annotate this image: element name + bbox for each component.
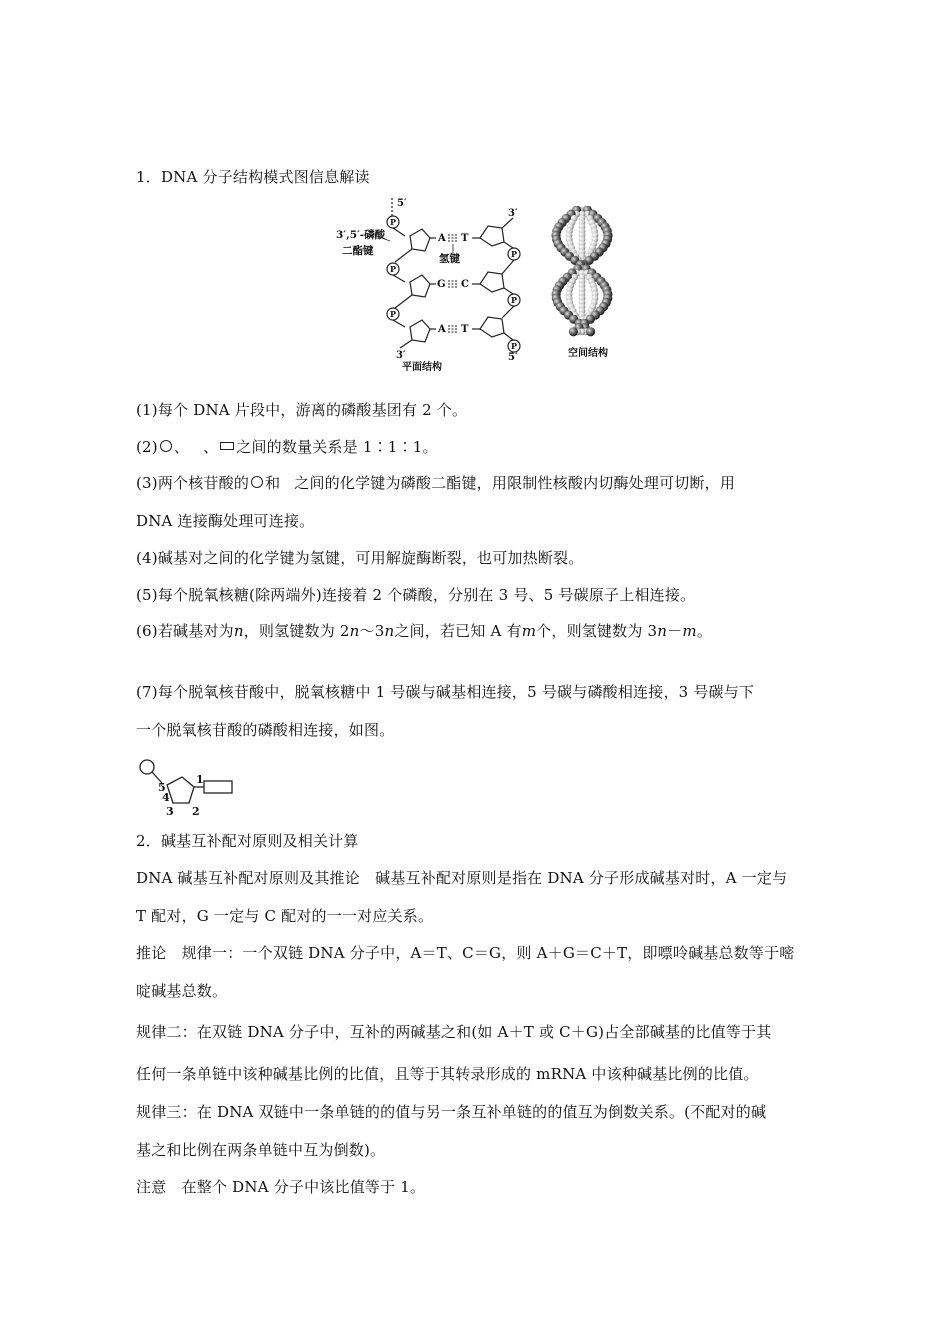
five-prime-bottom-label: 5′: [508, 352, 518, 363]
base-c-label: C: [461, 279, 469, 290]
helix-backbone-ball: [569, 327, 578, 336]
point-2: (2) 、 、 之间的数量关系是 1∶1∶1。: [136, 438, 438, 456]
hydrogen-bond-label: 氢键: [439, 253, 460, 265]
dna-helix-space-structure-figure: [544, 206, 622, 366]
deoxyribose-icon: [167, 777, 194, 803]
svg-text:P: P: [510, 295, 518, 305]
section2-line5: 规律二：在双链 DNA 分子中，互补的两碱基之和(如 A＋T 或 C＋G)占全部碱基的比值等于其: [136, 1023, 772, 1041]
section2-line6: 任何一条单链中该种碱基比例的比值，且等于其转录形成的 mRNA 中该种碱基比例的比值。: [136, 1065, 759, 1083]
svg-text:1: 1: [196, 773, 204, 786]
base-t-label: T: [461, 233, 469, 244]
section1-title: 1．DNA 分子结构模式图信息解读: [136, 168, 370, 186]
svg-text:P: P: [510, 249, 518, 259]
section2-line9: 注意 在整个 DNA 分子中该比值等于 1。: [136, 1178, 426, 1196]
deoxyribose-icon: [410, 229, 430, 251]
five-prime-top-label: 5′: [397, 198, 407, 209]
svg-text:P: P: [510, 341, 518, 351]
three-prime-bottom-label: 3′: [396, 350, 406, 361]
svg-text:3: 3: [166, 805, 174, 817]
base-rect-icon: [204, 781, 232, 793]
section2-line2: T 配对，G 一定与 C 配对的一一对应关系。: [136, 907, 434, 925]
section2-line4: 啶碱基总数。: [136, 982, 228, 1000]
section2-title: 2．碱基互补配对原则及相关计算: [136, 832, 359, 850]
phosphate-circle-icon: [251, 476, 263, 488]
section2-line1: DNA 碱基互补配对原则及其推论 碱基互补配对原则是指在 DNA 分子形成碱基对时，A 一定与: [136, 869, 788, 887]
point-3-line2: DNA 连接酶处理可连接。: [136, 512, 315, 530]
phosphate-icon: [140, 760, 154, 774]
svg-text:T: T: [461, 324, 469, 335]
svg-text:2: 2: [192, 805, 200, 817]
point-7-line2: 一个脱氧核苷酸的磷酸相连接，如图。: [136, 721, 395, 739]
space-structure-label: 空间结构: [568, 348, 608, 359]
three-prime-top-label: 3′: [508, 208, 518, 219]
point-6: (6)若碱基对为n，则氢键数为 2n～3n之间，若已知 A 有m个，则氢键数为 3n－m。: [136, 622, 713, 640]
svg-text:P: P: [389, 264, 397, 274]
base-rect-icon: [220, 442, 234, 450]
phosphodiester-label: 3′,5′-磷酸: [336, 229, 386, 241]
section2-line3: 推论 规律一：一个双链 DNA 分子中，A＝T、C＝G，则 A＋G＝C＋T，即嘌呤碱基总数等于嘧: [136, 944, 795, 962]
base-g-label: G: [437, 279, 446, 290]
svg-text:A: A: [438, 324, 446, 335]
base-a-label: A: [438, 233, 446, 244]
dna-plane-structure-figure: [330, 196, 530, 374]
svg-text:5: 5: [158, 781, 166, 794]
plane-structure-label: 平面结构: [402, 362, 442, 373]
svg-text:P: P: [389, 309, 397, 319]
point-7-line1: (7)每个脱氧核苷酸中，脱氧核糖中 1 号碳与碱基相连接，5 号碳与磷酸相连接，3 号碳与下: [136, 683, 755, 701]
svg-text:4: 4: [162, 791, 170, 804]
section2-line8: 基之和比例在两条单链中互为倒数)。: [136, 1141, 386, 1159]
point-5: (5)每个脱氧核糖(除两端外)连接着 2 个磷酸，分别在 3 号、5 号碳原子上相连接。: [136, 586, 696, 604]
helix-backbone-ball: [586, 327, 595, 336]
point-4: (4)碱基对之间的化学键为氢键，可用解旋酶断裂，也可加热断裂。: [136, 549, 584, 567]
phosphate-circle-icon: [160, 440, 172, 452]
point-1: (1)每个 DNA 片段中，游离的磷酸基团有 2 个。: [136, 401, 468, 419]
nucleotide-diagram: [136, 757, 240, 817]
point-3: (3)两个核苷酸的 和 之间的化学键为磷酸二酯键，用限制性核酸内切酶处理可切断，用: [136, 474, 736, 492]
section2-line7: 规律三：在 DNA 双链中一条单链的的值与另一条互补单链的的值互为倒数关系。(不配对的碱: [136, 1103, 767, 1121]
svg-text:P: P: [389, 217, 397, 227]
phosphodiester-label-2: 二酯键: [342, 245, 374, 257]
